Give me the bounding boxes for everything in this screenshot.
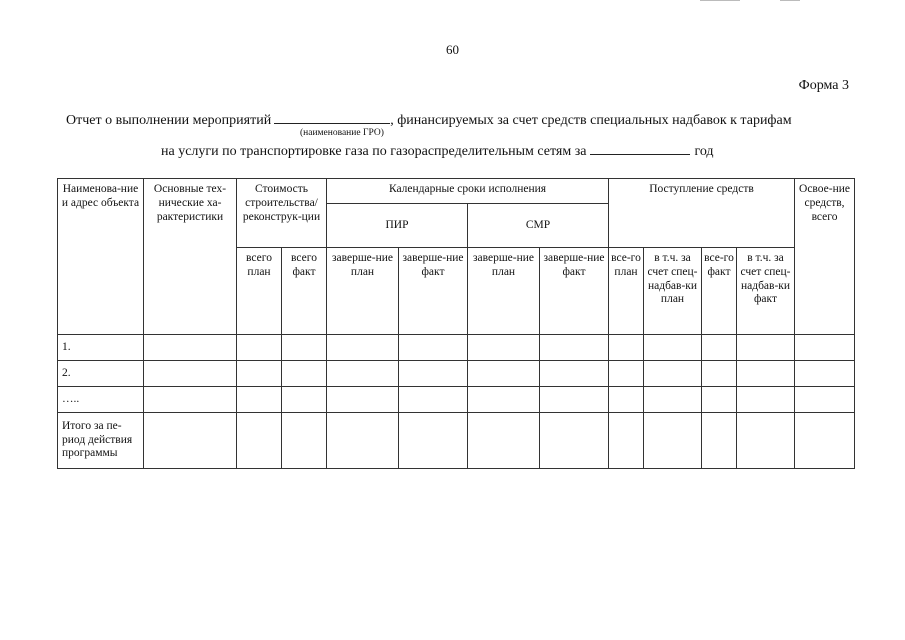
form-label: Форма 3 — [798, 78, 849, 93]
scan-edge-mark — [700, 0, 740, 1]
header-cost-plan: всего план — [237, 248, 282, 335]
header-row-1 — [58, 179, 855, 204]
header-funds-receipt: Поступление средств — [609, 179, 795, 248]
header-pir: ПИР — [327, 204, 468, 248]
header-funds-total-fact: все-го факт — [702, 248, 737, 335]
header-cost-fact: всего факт — [282, 248, 327, 335]
title-line2-before: на услуги по транспортировке газа по газораспределительным сетям за — [161, 144, 587, 159]
page-number: 60 — [446, 42, 459, 57]
header-calendar-dates: Календарные сроки исполнения — [327, 179, 609, 204]
scan-edge-mark — [780, 0, 800, 1]
row-label: 1. — [58, 335, 144, 361]
header-name-address: Наименова-ние и адрес объекта — [58, 179, 144, 335]
row-label: ….. — [58, 387, 144, 413]
header-smr: СМР — [468, 204, 609, 248]
report-title-line2 — [161, 142, 714, 160]
gro-caption: (наименование ГРО) — [300, 128, 384, 138]
header-funds-total-plan: все-го план — [609, 248, 644, 335]
header-funds-mastered: Освое-ние средств, всего — [795, 179, 855, 335]
table-row-total — [58, 413, 855, 469]
header-funds-special-plan: в т.ч. за счет спец-надбав-ки план — [644, 248, 702, 335]
title-line1-after: , финансируемых за счет средств специальных надбавок к тарифам — [390, 113, 792, 128]
report-title-line1 — [66, 111, 792, 129]
header-pir-fact: заверше-ние факт — [399, 248, 468, 335]
row-label-total: Итого за пе-риод действия программы — [58, 413, 144, 469]
gro-name-blank — [274, 111, 390, 124]
title-line2-after: год — [694, 144, 714, 159]
row-label: 2. — [58, 361, 144, 387]
title-line1-before: Отчет о выполнении мероприятий — [66, 113, 272, 128]
header-funds-special-fact: в т.ч. за счет спец-надбав-ки факт — [737, 248, 795, 335]
header-smr-fact: заверше-ние факт — [540, 248, 609, 335]
header-cost: Стоимость строительства/ реконструк-ции — [237, 179, 327, 248]
header-pir-plan: заверше-ние план — [327, 248, 399, 335]
table-row — [58, 387, 855, 413]
report-table — [57, 178, 855, 469]
year-blank — [590, 142, 690, 155]
header-tech-characteristics: Основные тех-нические ха-рактеристики — [144, 179, 237, 335]
table-row — [58, 335, 855, 361]
header-smr-plan: заверше-ние план — [468, 248, 540, 335]
table-row — [58, 361, 855, 387]
